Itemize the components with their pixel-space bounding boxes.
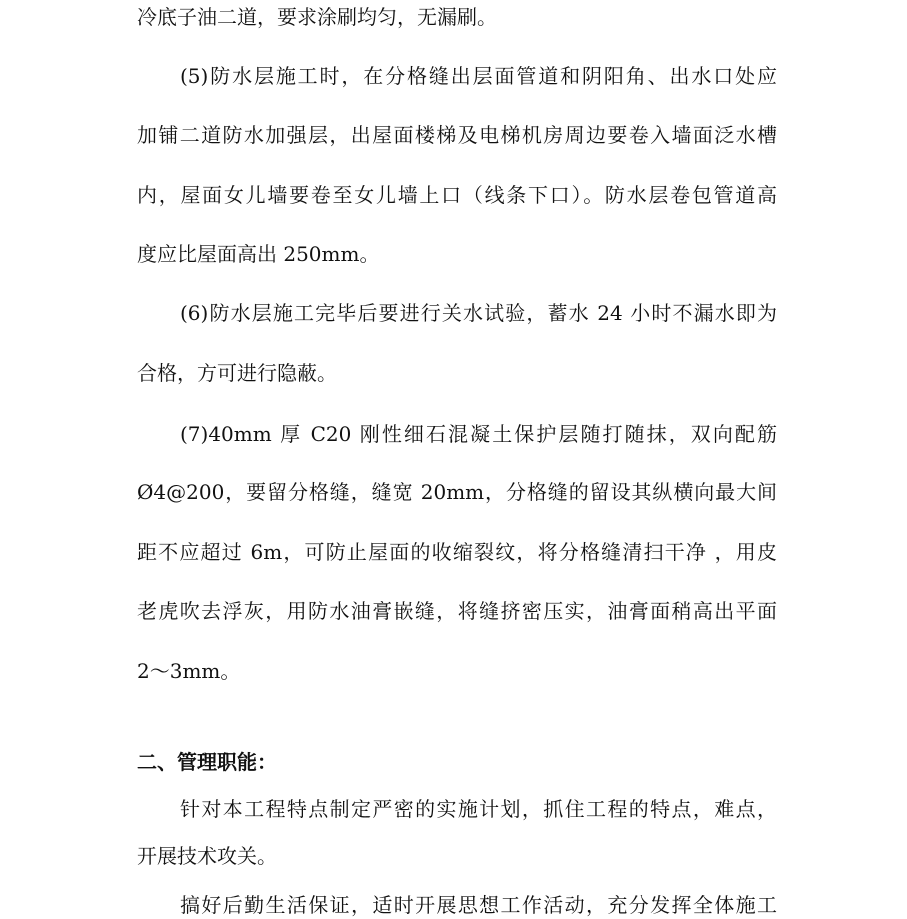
paragraph-line: 老虎吹去浮灰，用防水油膏嵌缝，将缝挤密压实，油膏面稍高出平面 xyxy=(137,599,777,623)
paragraph-line: 针对本工程特点制定严密的实施计划，抓住工程的特点，难点， xyxy=(180,797,777,821)
section-heading: 二、管理职能： xyxy=(137,750,277,774)
paragraph-line: 合格，方可进行隐蔽。 xyxy=(137,361,337,385)
paragraph-line: 开展技术攻关。 xyxy=(137,844,277,868)
paragraph-line: (5)防水层施工时，在分格缝出层面管道和阴阳角、出水口处应 xyxy=(180,64,777,88)
paragraph-line: 加铺二道防水加强层，出屋面楼梯及电梯机房周边要卷入墙面泛水槽 xyxy=(137,123,777,147)
paragraph-line: 度应比屋面高出 250mm。 xyxy=(137,242,380,266)
paragraph-line: 搞好后勤生活保证，适时开展思想工作活动，充分发挥全体施工 xyxy=(180,893,777,917)
paragraph-line: (7)40mm 厚 C20 刚性细石混凝土保护层随打随抹，双向配筋 xyxy=(180,422,777,446)
paragraph-line: 距不应超过 6m，可防止屋面的收缩裂纹，将分格缝清扫干净 ，用皮 xyxy=(137,540,777,564)
paragraph-line: 2～3mm。 xyxy=(137,659,241,683)
paragraph-line: (6)防水层施工完毕后要进行关水试验，蓄水 24 小时不漏水即为 xyxy=(180,301,777,325)
paragraph-line: 内，屋面女儿墙要卷至女儿墙上口（线条下口）。防水层卷包管道高 xyxy=(137,183,777,207)
paragraph-line: 冷底子油二道，要求涂刷均匀，无漏刷。 xyxy=(137,5,497,29)
paragraph-line: Ø4@200，要留分格缝，缝宽 20mm，分格缝的留设其纵横向最大间 xyxy=(137,480,777,504)
